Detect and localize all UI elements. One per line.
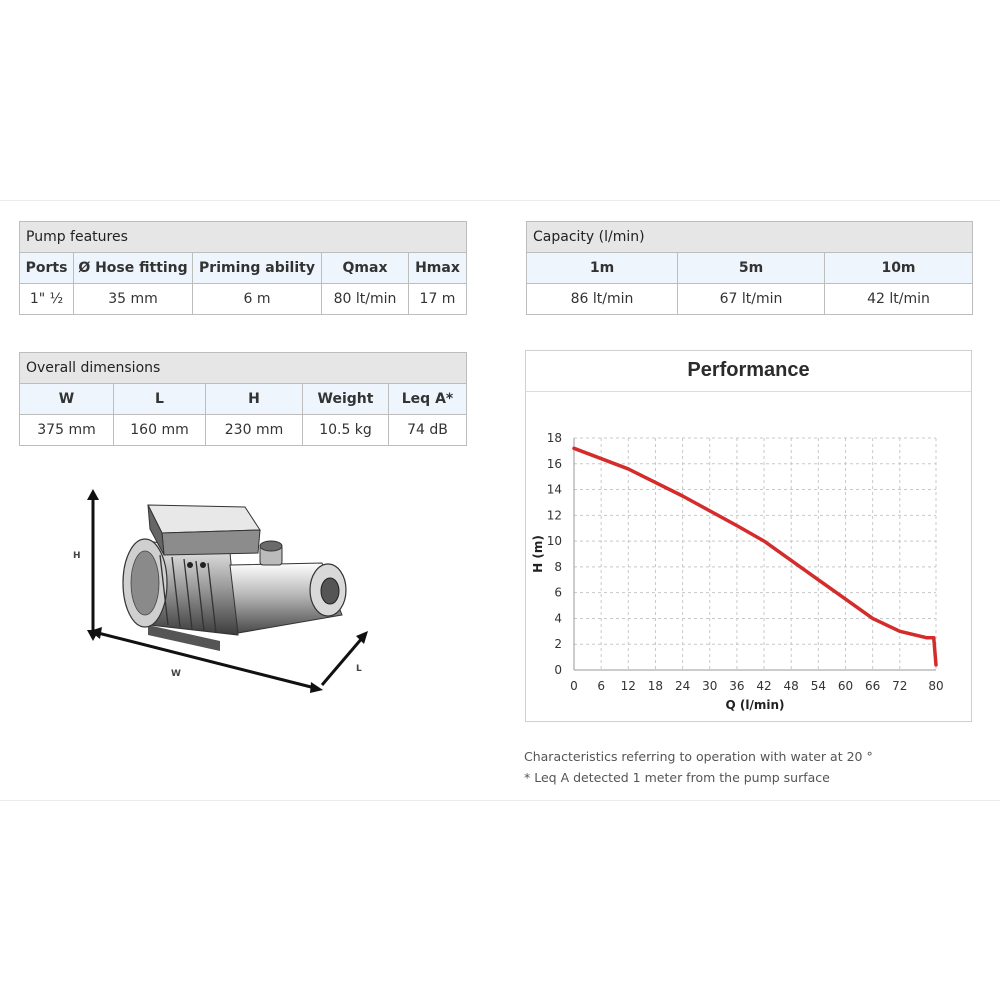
- x-tick-label: 24: [674, 679, 691, 693]
- note-leq: * Leq A detected 1 meter from the pump surface: [524, 770, 830, 785]
- x-tick-label: 18: [647, 679, 664, 693]
- pump-body: [230, 541, 346, 633]
- x-tick-label: 54: [810, 679, 826, 693]
- capacity-title: Capacity (l/min): [527, 222, 973, 253]
- header-hose-fitting: Ø Hose fitting: [74, 253, 193, 284]
- x-tick-label: 42: [756, 679, 772, 693]
- x-tick-label: 60: [837, 679, 854, 693]
- note-water-temperature: Characteristics referring to operation with water at 20 °: [524, 749, 873, 764]
- header-hmax: Hmax: [409, 253, 467, 284]
- chart-plot: [526, 351, 971, 721]
- value-l: 160 mm: [114, 415, 206, 446]
- header-ports: Ports: [20, 253, 74, 284]
- y-tick-label: 2: [554, 637, 562, 652]
- pump-illustration: [60, 485, 380, 695]
- header-w: W: [20, 384, 114, 415]
- y-tick-label: 6: [554, 585, 562, 600]
- header-priming-ability: Priming ability: [193, 253, 322, 284]
- value-weight: 10.5 kg: [303, 415, 389, 446]
- diagram-h-label: H: [73, 551, 81, 561]
- value-hose-fitting: 35 mm: [74, 284, 193, 315]
- value-hmax: 17 m: [409, 284, 467, 315]
- diagram-l-label: L: [356, 664, 362, 674]
- chart-title: Performance: [526, 351, 971, 392]
- dimensions-title: Overall dimensions: [20, 353, 467, 384]
- header-leq: Leq A*: [389, 384, 467, 415]
- y-axis-label: H (m): [531, 535, 545, 573]
- header-l: L: [114, 384, 206, 415]
- x-tick-label: 48: [783, 679, 799, 693]
- value-10m: 42 lt/min: [825, 284, 973, 315]
- x-tick-label: 6: [597, 679, 605, 693]
- header-weight: Weight: [303, 384, 389, 415]
- value-h: 230 mm: [206, 415, 303, 446]
- value-qmax: 80 lt/min: [322, 284, 409, 315]
- x-tick-label: 36: [729, 679, 745, 693]
- x-tick-label: 66: [865, 679, 881, 693]
- x-tick-label: 30: [702, 679, 718, 693]
- x-axis-label: Q (l/min): [725, 698, 785, 712]
- dimensions-table: [19, 352, 467, 446]
- header-qmax: Qmax: [322, 253, 409, 284]
- diagram-w-label: W: [171, 669, 181, 679]
- y-tick-label: 18: [546, 431, 562, 445]
- value-5m: 67 lt/min: [678, 284, 825, 315]
- y-tick-label: 14: [546, 482, 562, 497]
- pump-features-table: [19, 221, 467, 315]
- value-leq: 74 dB: [389, 415, 467, 446]
- value-1m: 86 lt/min: [527, 284, 678, 315]
- pump-features-title: Pump features: [20, 222, 467, 253]
- x-tick-label: 0: [570, 679, 578, 693]
- y-tick-label: 12: [546, 508, 562, 523]
- value-w: 375 mm: [20, 415, 114, 446]
- value-ports: 1" ½: [20, 284, 74, 315]
- header-1m: 1m: [527, 253, 678, 284]
- top-divider: [0, 200, 1000, 201]
- x-tick-label: 72: [892, 679, 908, 693]
- header-10m: 10m: [825, 253, 973, 284]
- x-tick-label: 12: [620, 679, 636, 693]
- y-tick-label: 8: [554, 559, 562, 574]
- capacity-table: [526, 221, 973, 315]
- value-priming-ability: 6 m: [193, 284, 322, 315]
- header-h: H: [206, 384, 303, 415]
- y-tick-label: 4: [554, 611, 562, 626]
- performance-chart: [525, 350, 972, 722]
- height-arrow: [87, 489, 99, 641]
- bottom-divider: [0, 800, 1000, 801]
- width-arrow: [90, 627, 323, 693]
- y-tick-label: 16: [546, 456, 562, 471]
- y-tick-label: 0: [554, 663, 562, 677]
- y-tick-label: 10: [546, 534, 562, 549]
- header-5m: 5m: [678, 253, 825, 284]
- x-tick-label: 80: [928, 679, 944, 693]
- length-arrow: [322, 631, 368, 685]
